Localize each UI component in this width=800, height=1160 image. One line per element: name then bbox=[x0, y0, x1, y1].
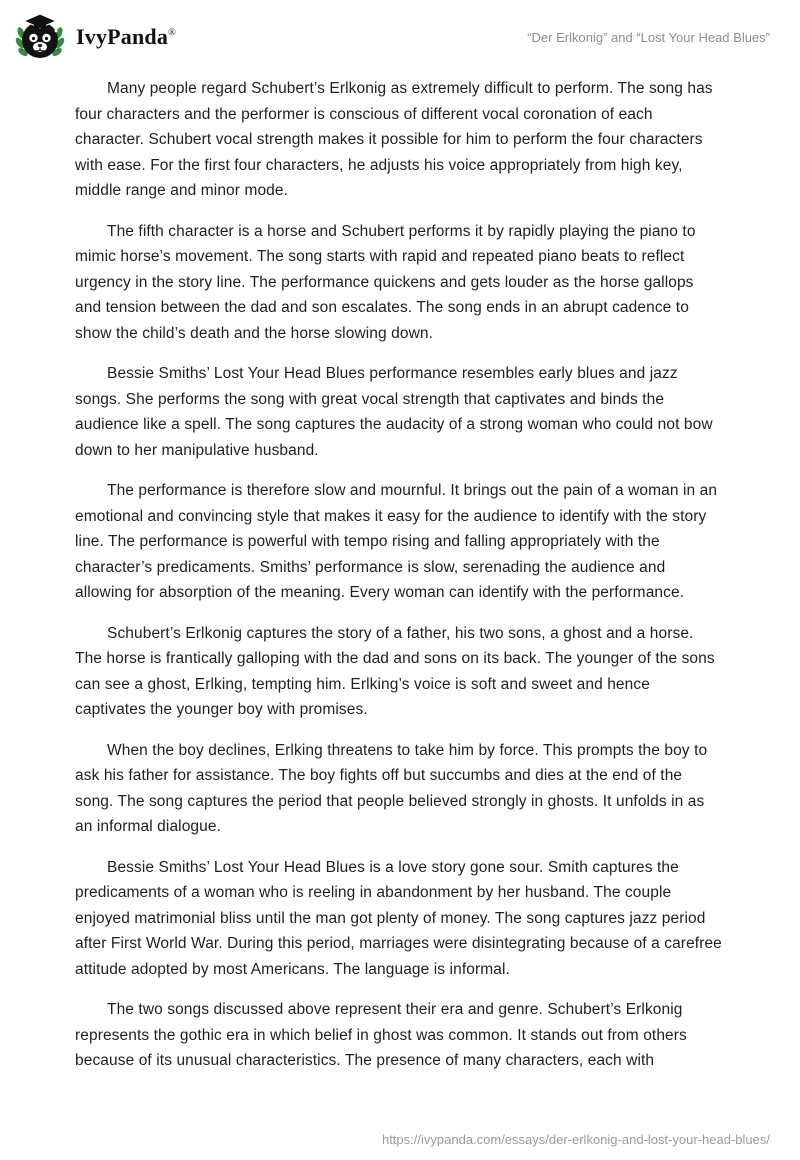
brand-text: IvyPanda bbox=[76, 24, 169, 49]
essay-body bbox=[0, 64, 800, 1074]
essay-paragraph: The performance is therefore slow and mournful. It brings out the pain of a woman in an emotional and convincing style that makes it easy for the audience to identify with the story line. The performance is powerful with tempo rising and falling appropriately with the character’s predicaments. Smiths’ performance is slow, serenading the audience and allowing for absorption of the meaning. Every woman can identify with the performance. bbox=[75, 482, 718, 601]
source-url-link[interactable]: https://ivypanda.com/essays/der-erlkonig-and-lost-your-head-blues/ bbox=[381, 1132, 770, 1147]
essay-paragraph: The fifth character is a horse and Schubert performs it by rapidly playing the piano to mimic horse’s movement. The song starts with rapid and repeated piano beats to reflect urgency in the story line. The performance quickens and gets louder as the horse gallops and tension between the dad and son escalates. The song ends in an abrupt cadence to show the child’s death and the horse slowing down. bbox=[75, 222, 696, 342]
essay-paragraph: Schubert’s Erlkonig captures the story of a father, his two sons, a ghost and a horse. The horse is frantically galloping with the dad and sons on its back. The younger of the sons can see a ghost, Erlking, tempting him. Erlking’s voice is soft and sweet and hence captivates the younger boy with promises. bbox=[75, 624, 715, 718]
brand-wordmark[interactable] bbox=[76, 24, 176, 50]
document-title: “Der Erlkonig” and “Lost Your Head Blues” bbox=[527, 29, 770, 45]
essay-paragraph: Many people regard Schubert’s Erlkonig as extremely difficult to perform. The song has four characters and the performer is conscious of different vocal coronation of each character. Schubert vocal strength makes it possible for him to perform the four characters with ease. For the first four characters, he adjusts his voice appropriately from high key, middle range and minor mode. bbox=[75, 80, 713, 199]
ivypanda-logo[interactable] bbox=[14, 11, 66, 63]
essay-paragraph: The two songs discussed above represent their era and genre. Schubert’s Erlkonig represents the gothic era in which belief in ghost was common. It stands out from others because of its unusual characteristics. The presence of many characters, each with bbox=[75, 1001, 687, 1069]
essay-paragraph: When the boy declines, Erlking threatens to take him by force. This prompts the boy to ask his father for assistance. The boy fights off but succumbs and dies at the end of the song. The song captures the period that people believed strongly in ghosts. It unfolds in as an informal dialogue. bbox=[75, 741, 708, 835]
registered-mark: ® bbox=[168, 27, 176, 39]
essay-paragraph: Bessie Smiths’ Lost Your Head Blues performance resembles early blues and jazz songs. She performs the song with great vocal strength that captivates and binds the audience like a spell. The song captures the audacity of a strong woman who could not bow down to her manipulative husband. bbox=[75, 365, 713, 459]
page-header bbox=[0, 0, 800, 64]
panda-graduate-icon bbox=[14, 11, 66, 63]
essay-paragraph: Bessie Smiths’ Lost Your Head Blues is a love story gone sour. Smith captures the predicaments of a woman who is reeling in abandonment by her husband. The couple enjoyed matrimonial bliss until the man got plenty of money. The song captures jazz period after First World War. During this period, marriages were disintegrating because of a carefree attitude adopted by most Americans. The language is informal. bbox=[75, 858, 722, 978]
